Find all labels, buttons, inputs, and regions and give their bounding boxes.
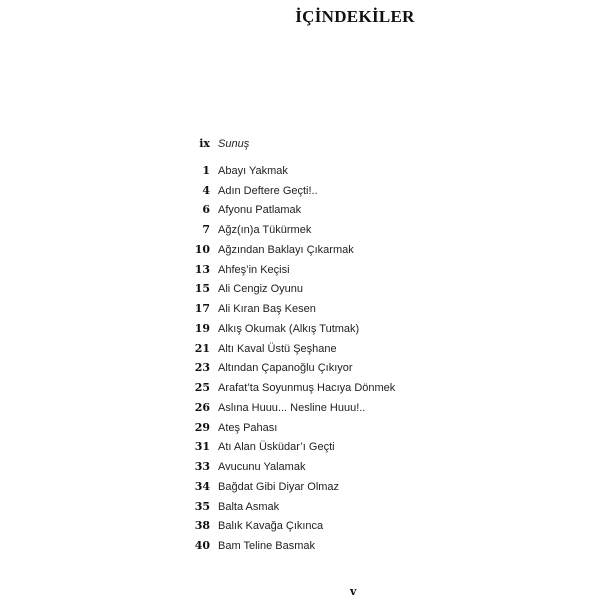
toc-entry-label: Aslına Huuu... Nesline Huuu!.. [218, 401, 366, 414]
toc-entry-label: Bağdat Gibi Diyar Olmaz [218, 480, 340, 493]
toc-entry-label: Ateş Pahası [218, 421, 278, 434]
toc-row [180, 184, 500, 204]
toc-page-number: 1 [202, 163, 210, 177]
toc-entry-label: Abayı Yakmak [218, 164, 288, 177]
toc-row [180, 381, 500, 401]
toc-entry-label: Arafat’ta Soyunmuş Hacıya Dönmek [218, 382, 396, 394]
toc-entry-label: Balık Kavağa Çıkınca [218, 520, 324, 533]
page-title: İÇİNDEKİLER [295, 7, 415, 26]
toc-page-number: ix [199, 137, 210, 150]
toc-page-number: 34 [194, 479, 210, 493]
page-folio: v [350, 585, 357, 598]
toc-entries [180, 164, 500, 559]
toc-row-intro [180, 137, 500, 157]
toc-entry-label: Ali Kıran Baş Kesen [218, 303, 316, 315]
toc-entry-label: Ahfeş’in Keçisi [218, 263, 290, 276]
toc-entry-label: Ağzından Baklayı Çıkarmak [218, 243, 354, 256]
toc-entry-label: Altı Kaval Üstü Şeşhane [218, 342, 337, 355]
toc-row [180, 361, 500, 381]
toc-row [180, 223, 500, 243]
toc-page-number: 13 [194, 262, 210, 276]
toc-row [180, 519, 500, 539]
toc-page-number: 31 [194, 440, 210, 454]
toc-page-number: 40 [194, 539, 210, 552]
toc-row [180, 243, 500, 263]
toc-row [180, 203, 500, 223]
toc-page-number: 6 [202, 203, 210, 217]
toc-page-number: 17 [194, 302, 210, 315]
toc-page-number: 25 [194, 381, 210, 394]
toc-entry-label: Ağz(ın)a Tükürmek [218, 224, 312, 236]
toc-entry-label: Adın Deftere Geçti!.. [218, 184, 318, 197]
toc-entry-label: Altından Çapanoğlu Çıkıyor [218, 362, 353, 375]
toc-row [180, 302, 500, 322]
table-of-contents [180, 137, 500, 559]
toc-page-number: 29 [194, 420, 210, 434]
toc-entry-label: Balta Asmak [218, 500, 280, 513]
toc-page-number: 10 [194, 242, 210, 256]
toc-row [180, 282, 500, 302]
toc-entry-label: Sunuş [218, 138, 250, 150]
toc-row [180, 401, 500, 421]
toc-row [180, 164, 500, 184]
toc-page-number: 35 [194, 499, 210, 513]
toc-row [180, 421, 500, 441]
toc-row [180, 480, 500, 500]
toc-row [180, 263, 500, 283]
toc-row [180, 342, 500, 362]
toc-entry-label: Atı Alan Üsküdar’ı Geçti [218, 441, 335, 454]
toc-row [180, 500, 500, 520]
toc-page-number: 23 [194, 361, 210, 375]
toc-page-number: 38 [194, 519, 210, 533]
toc-entry-label: Bam Teline Basmak [218, 540, 316, 552]
toc-row [180, 539, 500, 559]
toc-page-number: 21 [194, 341, 210, 355]
toc-row [180, 460, 500, 480]
toc-page-number: 19 [194, 321, 210, 335]
toc-entry-label: Ali Cengiz Oyunu [218, 283, 303, 296]
toc-page-number: 4 [202, 183, 210, 197]
toc-row [180, 322, 500, 342]
toc-page-number: 15 [194, 282, 210, 296]
toc-row [180, 440, 500, 460]
toc-entry-label: Alkış Okumak (Alkış Tutmak) [218, 322, 360, 335]
toc-entry-label: Afyonu Patlamak [218, 204, 302, 217]
toc-entry-label: Avucunu Yalamak [218, 461, 306, 473]
toc-page-number: 26 [194, 400, 210, 414]
toc-page-number: 7 [202, 223, 210, 236]
toc-page-number: 33 [194, 460, 210, 473]
